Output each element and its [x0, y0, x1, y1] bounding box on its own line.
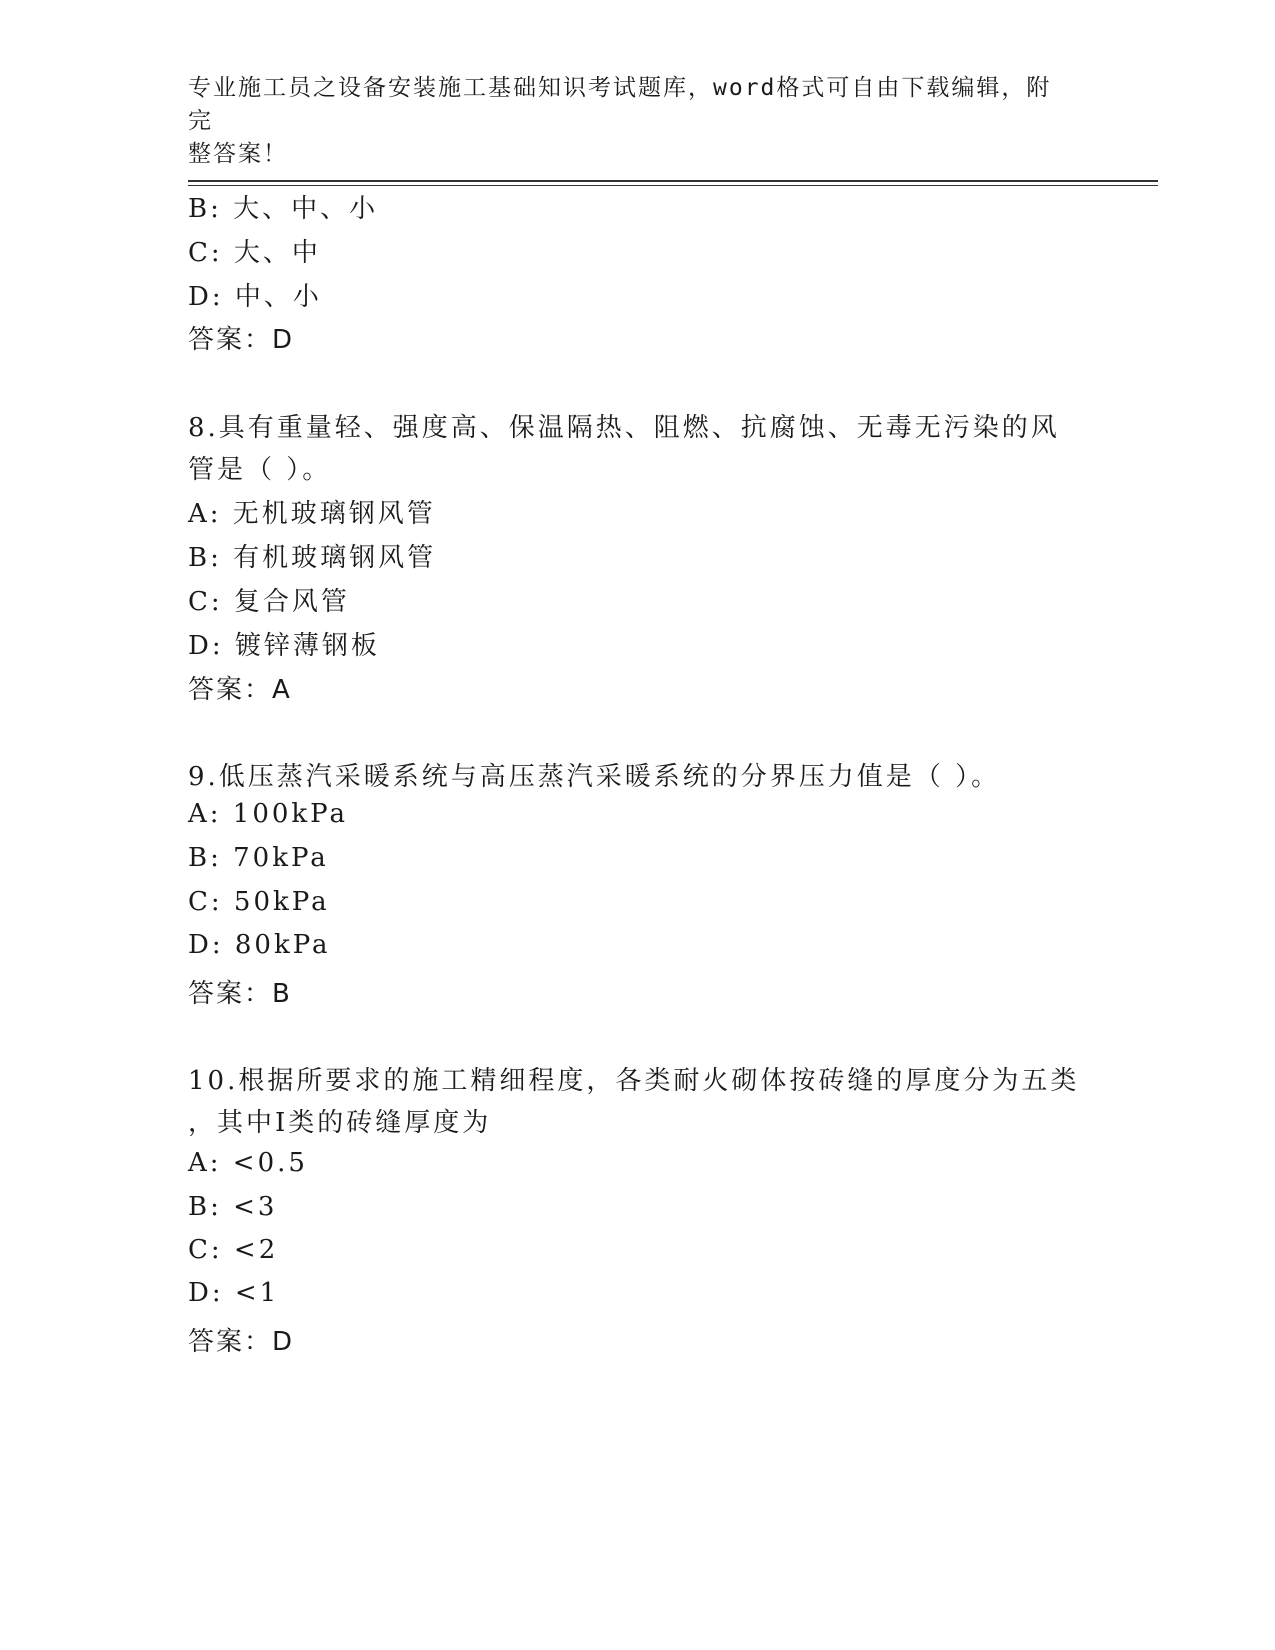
option-c: C: 复合风管 [188, 587, 350, 617]
header-line-1: 专业施工员之设备安装施工基础知识考试题库，word格式可自由下载编辑，附完 [188, 75, 1052, 134]
option-d: D: 镀锌薄钢板 [188, 631, 380, 661]
option-c: C: <2 [188, 1235, 279, 1265]
option-a: A: <0.5 [188, 1148, 308, 1178]
question-stem: 10.根据所要求的施工精细程度，各类耐火砌体按砖缝的厚度分为五类 [188, 1066, 1080, 1096]
option-b: B: 大、中、小 [188, 194, 379, 224]
option-d: D: 80kPa [188, 930, 331, 960]
question-stem: ，其中Ⅰ类的砖缝厚度为 [188, 1108, 492, 1138]
answer: 答案：D [188, 1327, 295, 1357]
header-line-2: 整答案！ [188, 141, 288, 167]
question-stem: 8.具有重量轻、强度高、保温隔热、阻燃、抗腐蚀、无毒无污染的风 [188, 413, 1060, 443]
option-b: B: 有机玻璃钢风管 [188, 543, 437, 573]
option-d: D: 中、小 [188, 282, 322, 312]
option-d: D: <1 [188, 1278, 280, 1308]
question-stem: 9.低压蒸汽采暖系统与高压蒸汽采暖系统的分界压力值是（ ）。 [188, 762, 1001, 792]
option-c: C: 50kPa [188, 887, 330, 917]
option-a: A: 100kPa [188, 799, 349, 829]
option-b: B: <3 [188, 1192, 278, 1222]
document-header [188, 72, 1068, 171]
option-b: B: 70kPa [188, 843, 329, 873]
question-stem: 管是（ ）。 [188, 455, 332, 485]
answer: 答案：A [188, 675, 292, 705]
option-c: C: 大、中 [188, 238, 321, 268]
header-rule-thick [188, 180, 1158, 182]
answer: 答案：D [188, 325, 295, 355]
answer: 答案：B [188, 979, 292, 1009]
option-a: A: 无机玻璃钢风管 [188, 499, 436, 529]
header-rule-thin [188, 185, 1158, 186]
